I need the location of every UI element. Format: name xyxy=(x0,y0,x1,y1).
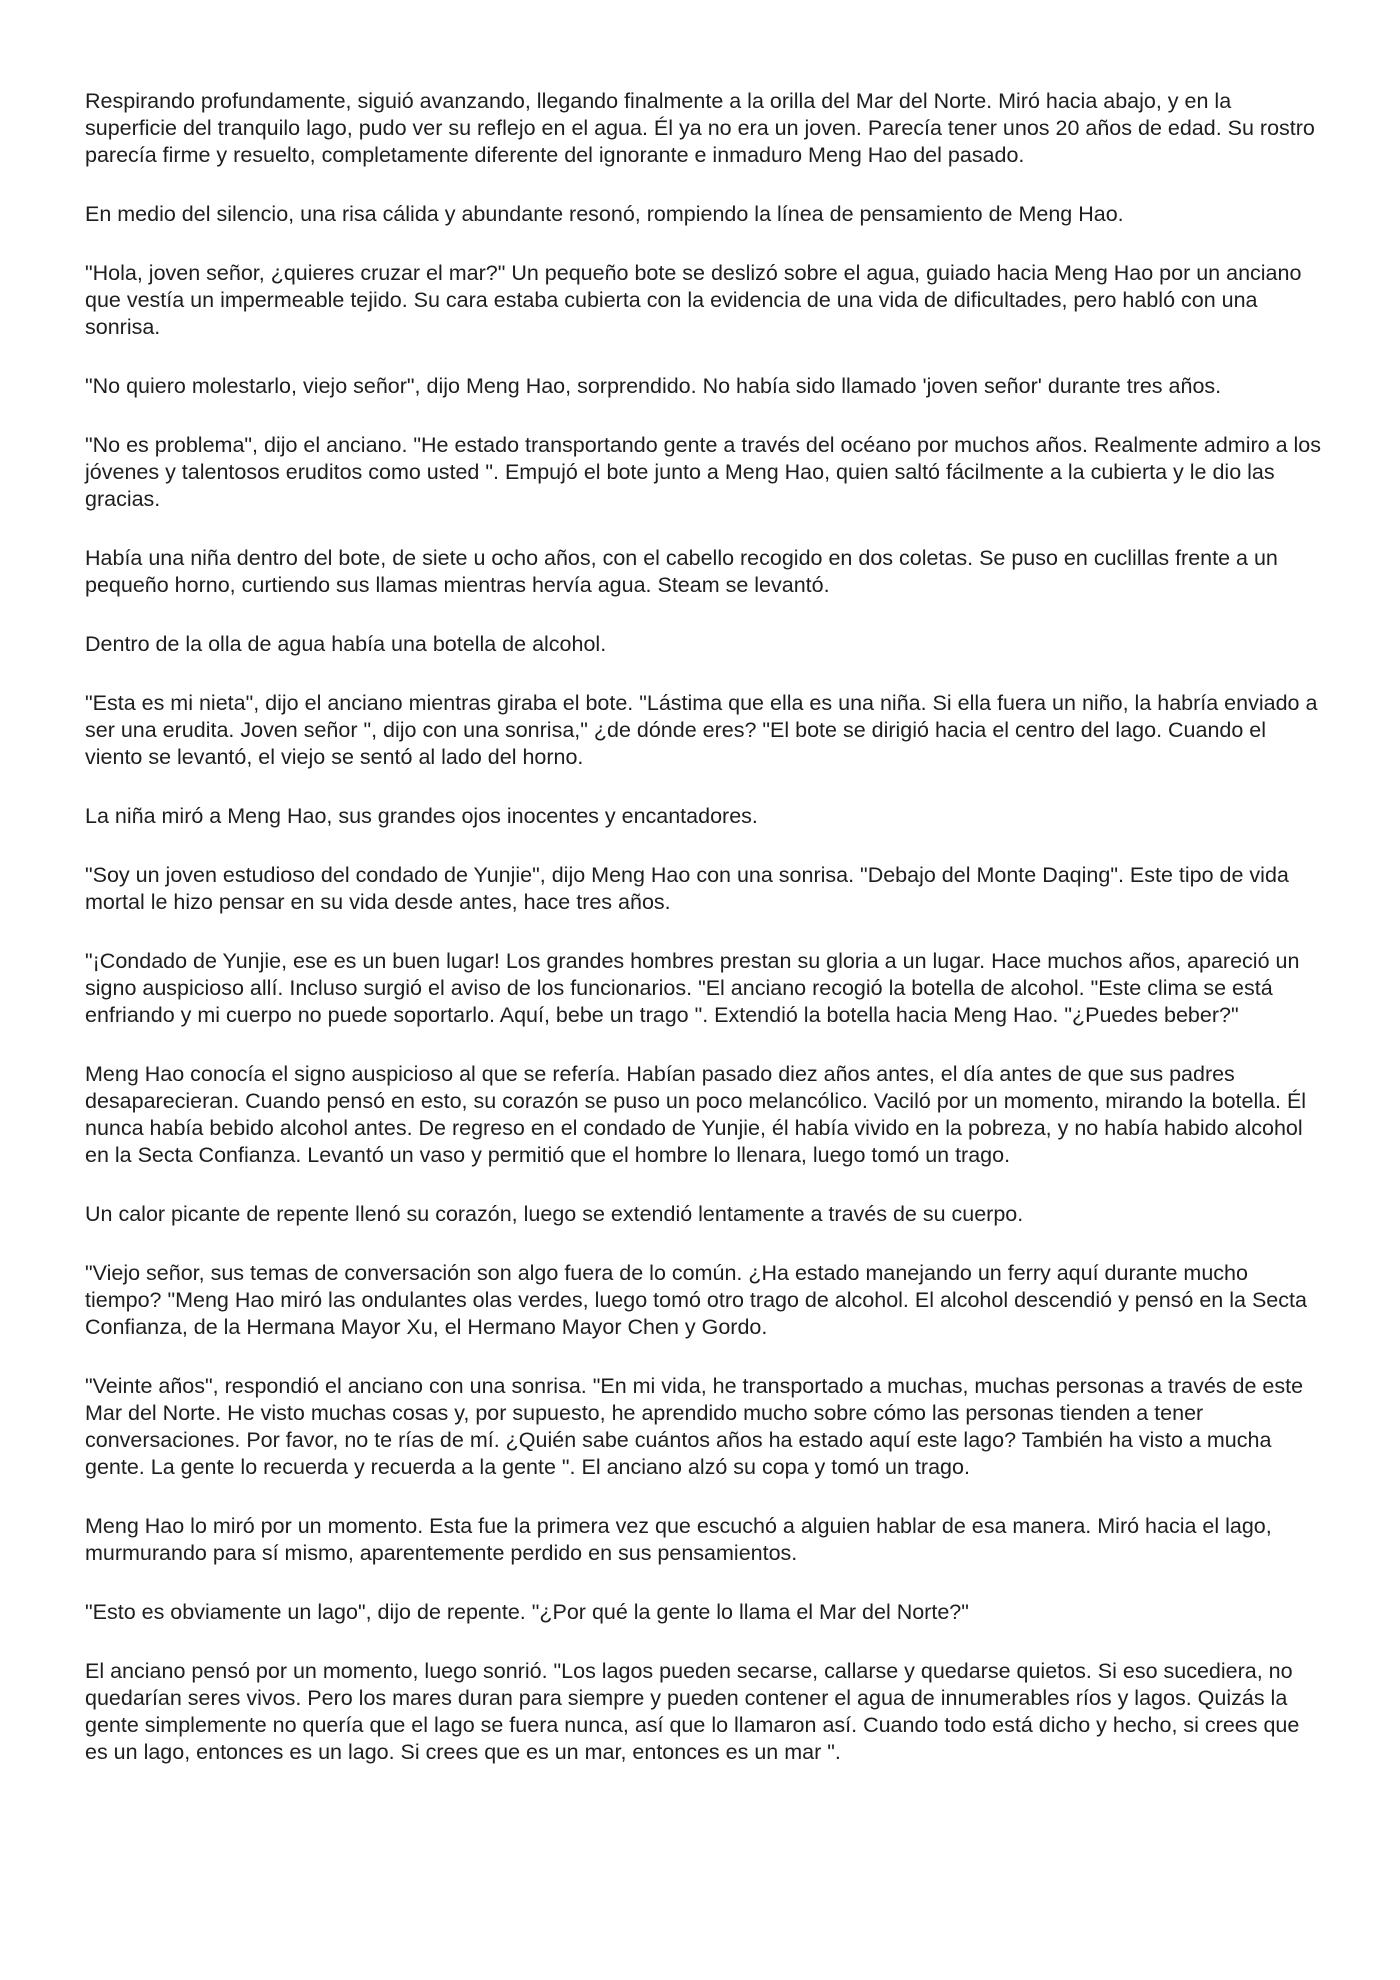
document-page xyxy=(85,88,1325,1798)
paragraph: Dentro de la olla de agua había una botella de alcohol. xyxy=(85,632,607,656)
paragraph: "No quiero molestarlo, viejo señor", dijo Meng Hao, sorprendido. No había sido llamado 'joven señor' durante tres años. xyxy=(85,374,1222,398)
paragraph: Meng Hao lo miró por un momento. Esta fue la primera vez que escuchó a alguien hablar de esa manera. Miró hacia el lago, murmurando para sí mismo, aparentemente perdido en sus pensamientos. xyxy=(85,1514,1272,1565)
paragraph: Había una niña dentro del bote, de siete u ocho años, con el cabello recogido en dos coletas. Se puso en cuclillas frente a un pequeño horno, curtiendo sus llamas mientras hervía agua. Steam se levantó. xyxy=(85,546,1278,597)
paragraph: "Veinte años", respondió el anciano con una sonrisa. "En mi vida, he transportado a muchas, muchas personas a través de este Mar del Norte. He visto muchas cosas y, por supuesto, he aprendido mucho sobre cómo las personas tienden a tener conversaciones. Por favor, no te rías de mí. ¿Quién sabe cuántos años ha estado aquí este lago? También ha visto a mucha gente. La gente lo recuerda y recuerda a la gente ". El anciano alzó su copa y tomó un trago. xyxy=(85,1374,1304,1479)
paragraph: "Soy un joven estudioso del condado de Yunjie", dijo Meng Hao con una sonrisa. "Debajo del Monte Daqing". Este tipo de vida mortal le hizo pensar en su vida desde antes, hace tres años. xyxy=(85,863,1289,914)
paragraph: "Viejo señor, sus temas de conversación son algo fuera de lo común. ¿Ha estado manejando un ferry aquí durante mucho tiempo? "Meng Hao miró las ondulantes olas verdes, luego tomó otro trago de alcohol. El alcohol descendió y pensó en la Secta Confianza, de la Hermana Mayor Xu, el Hermano Mayor Chen y Gordo. xyxy=(85,1261,1307,1339)
paragraph: En medio del silencio, una risa cálida y abundante resonó, rompiendo la línea de pensamiento de Meng Hao. xyxy=(85,202,1124,226)
paragraph: Respirando profundamente, siguió avanzando, llegando finalmente a la orilla del Mar del Norte. Miró hacia abajo, y en la superficie del tranquilo lago, pudo ver su reflejo en el agua. Él ya no era un joven. Parecía tener unos 20 años de edad. Su rostro parecía firme y resuelto, completamente diferente del ignorante e inmaduro Meng Hao del pasado. xyxy=(85,89,1315,167)
paragraph: Meng Hao conocía el signo auspicioso al que se refería. Habían pasado diez años antes, el día antes de que sus padres desaparecieran. Cuando pensó en esto, su corazón se puso un poco melancólico. Vaciló por un momento, mirando la botella. Él nunca había bebido alcohol antes. De regreso en el condado de Yunjie, él había vivido en la pobreza, y no había habido alcohol en la Secta Confianza. Levantó un vaso y permitió que el hombre lo llenara, luego tomó un trago. xyxy=(85,1062,1307,1167)
paragraph: "¡Condado de Yunjie, ese es un buen lugar! Los grandes hombres prestan su gloria a un lugar. Hace muchos años, apareció un signo auspicioso allí. Incluso surgió el aviso de los funcionarios. "El anciano recogió la botella de alcohol. "Este clima se está enfriando y mi cuerpo no puede soportarlo. Aquí, bebe un trago ". Extendió la botella hacia Meng Hao. "¿Puedes beber?" xyxy=(85,949,1300,1027)
paragraph: "Hola, joven señor, ¿quieres cruzar el mar?" Un pequeño bote se deslizó sobre el agua, guiado hacia Meng Hao por un anciano que vestía un impermeable tejido. Su cara estaba cubierta con la evidencia de una vida de dificultades, pero habló con una sonrisa. xyxy=(85,261,1302,339)
paragraph: El anciano pensó por un momento, luego sonrió. "Los lagos pueden secarse, callarse y quedarse quietos. Si eso sucediera, no quedarían seres vivos. Pero los mares duran para siempre y pueden contener el agua de innumerables ríos y lagos. Quizás la gente simplemente no quería que el lago se fuera nunca, así que lo llamaron así. Cuando todo está dicho y hecho, si crees que es un lago, entonces es un lago. Si crees que es un mar, entonces es un mar ". xyxy=(85,1659,1300,1764)
paragraph: La niña miró a Meng Hao, sus grandes ojos inocentes y encantadores. xyxy=(85,804,758,828)
paragraph: "Esta es mi nieta", dijo el anciano mientras giraba el bote. "Lástima que ella es una niña. Si ella fuera un niño, la habría enviado a ser una erudita. Joven señor ", dijo con una sonrisa," ¿de dónde eres? "El bote se dirigió hacia el centro del lago. Cuando el viento se levantó, el viejo se sentó al lado del horno. xyxy=(85,691,1318,769)
paragraph: Un calor picante de repente llenó su corazón, luego se extendió lentamente a través de su cuerpo. xyxy=(85,1202,1024,1226)
paragraph: "No es problema", dijo el anciano. "He estado transportando gente a través del océano por muchos años. Realmente admiro a los jóvenes y talentosos eruditos como usted ". Empujó el bote junto a Meng Hao, quien saltó fácilmente a la cubierta y le dio las gracias. xyxy=(85,433,1321,511)
paragraph: "Esto es obviamente un lago", dijo de repente. "¿Por qué la gente lo llama el Mar del Norte?" xyxy=(85,1600,969,1624)
